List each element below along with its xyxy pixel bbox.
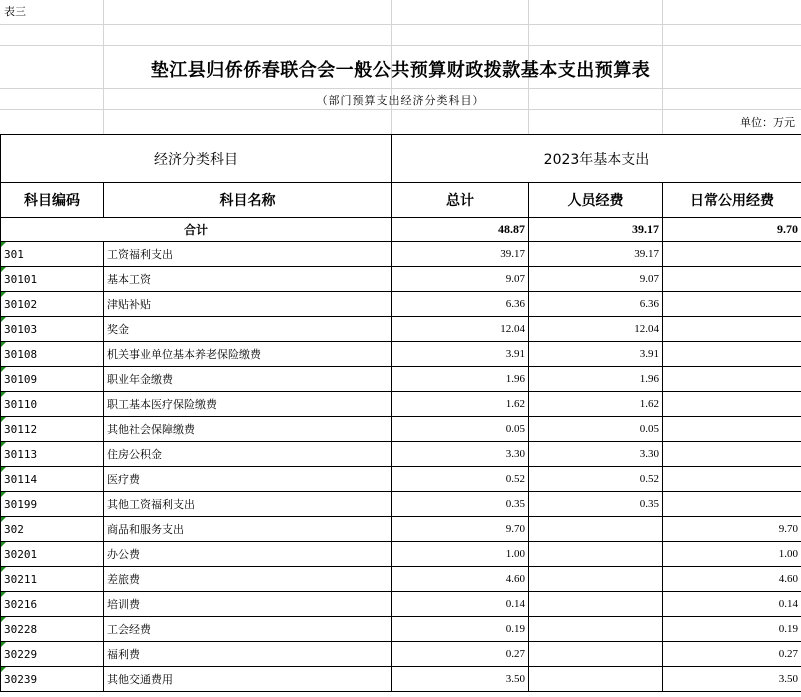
- unit-label: 单位：万元: [740, 116, 795, 129]
- row-total: 9.07: [392, 267, 529, 292]
- header-code: 科目编码: [1, 183, 104, 218]
- row-name: 福利费: [104, 642, 392, 667]
- row-personnel: 0.52: [529, 467, 663, 492]
- table-row: [1, 317, 801, 342]
- table-row: [1, 392, 801, 417]
- row-personnel: 1.96: [529, 367, 663, 392]
- row-code: 30109: [1, 367, 104, 392]
- row-name: 商品和服务支出: [104, 517, 392, 542]
- table-row: [1, 242, 801, 267]
- row-public: [663, 467, 801, 492]
- row-name: 奖金: [104, 317, 392, 342]
- row-code: 30201: [1, 542, 104, 567]
- table-row: [1, 492, 801, 517]
- row-code: 30199: [1, 492, 104, 517]
- row-personnel: [529, 617, 663, 642]
- row-personnel: [529, 567, 663, 592]
- row-personnel: 1.62: [529, 392, 663, 417]
- table-row: [1, 467, 801, 492]
- table-row: [1, 567, 801, 592]
- row-name: 职业年金缴费: [104, 367, 392, 392]
- row-total: 3.50: [392, 667, 529, 692]
- row-public: 0.19: [663, 617, 801, 642]
- row-public: 9.70: [663, 517, 801, 542]
- header-total: 总计: [392, 183, 529, 218]
- table-row: [1, 417, 801, 442]
- row-public: 0.27: [663, 642, 801, 667]
- row-public: [663, 242, 801, 267]
- row-personnel: 39.17: [529, 242, 663, 267]
- row-code: 30108: [1, 342, 104, 367]
- row-name: 职工基本医疗保险缴费: [104, 392, 392, 417]
- table-row: [1, 642, 801, 667]
- table-caption: 表三: [4, 5, 26, 18]
- gridline: [0, 45, 801, 46]
- row-name: 津贴补贴: [104, 292, 392, 317]
- row-name: 其他工资福利支出: [104, 492, 392, 517]
- row-total: 0.19: [392, 617, 529, 642]
- row-personnel: [529, 542, 663, 567]
- table-row: [1, 267, 801, 292]
- row-name: 基本工资: [104, 267, 392, 292]
- total-label: 合计: [1, 218, 392, 242]
- row-name: 办公费: [104, 542, 392, 567]
- header-name: 科目名称: [104, 183, 392, 218]
- row-personnel: [529, 642, 663, 667]
- row-total: 12.04: [392, 317, 529, 342]
- row-public: [663, 317, 801, 342]
- header-public: 日常公用经费: [663, 183, 801, 218]
- total-personnel: 39.17: [529, 218, 663, 242]
- row-public: [663, 267, 801, 292]
- table-row: [1, 542, 801, 567]
- table-row: [1, 292, 801, 317]
- row-name: 其他社会保障缴费: [104, 417, 392, 442]
- row-personnel: 9.07: [529, 267, 663, 292]
- row-personnel: 12.04: [529, 317, 663, 342]
- row-personnel: [529, 667, 663, 692]
- row-code: 30101: [1, 267, 104, 292]
- row-personnel: 0.35: [529, 492, 663, 517]
- total-public: 9.70: [663, 218, 801, 242]
- table-row: [1, 517, 801, 542]
- row-total: 3.91: [392, 342, 529, 367]
- row-public: [663, 367, 801, 392]
- row-name: 住房公积金: [104, 442, 392, 467]
- header-personnel: 人员经费: [529, 183, 663, 218]
- row-total: 0.05: [392, 417, 529, 442]
- row-code: 30113: [1, 442, 104, 467]
- row-total: 6.36: [392, 292, 529, 317]
- table-row: [1, 617, 801, 642]
- row-personnel: [529, 592, 663, 617]
- row-total: 1.00: [392, 542, 529, 567]
- row-total: 0.52: [392, 467, 529, 492]
- row-code: 30112: [1, 417, 104, 442]
- row-code: 30239: [1, 667, 104, 692]
- row-name: 机关事业单位基本养老保险缴费: [104, 342, 392, 367]
- row-total: 0.35: [392, 492, 529, 517]
- row-code: 30102: [1, 292, 104, 317]
- row-code: 302: [1, 517, 104, 542]
- row-personnel: 3.91: [529, 342, 663, 367]
- row-code: 30229: [1, 642, 104, 667]
- gridline: [0, 88, 801, 89]
- row-name: 医疗费: [104, 467, 392, 492]
- row-public: [663, 342, 801, 367]
- header-row-top: [1, 135, 801, 183]
- row-code: 30216: [1, 592, 104, 617]
- header-year-expense: 2023年基本支出: [392, 135, 801, 183]
- row-personnel: 6.36: [529, 292, 663, 317]
- table-row: [1, 442, 801, 467]
- row-code: 30103: [1, 317, 104, 342]
- header-row-bottom: [1, 183, 801, 218]
- row-public: [663, 492, 801, 517]
- row-code: 30228: [1, 617, 104, 642]
- row-code: 30110: [1, 392, 104, 417]
- page-subtitle: （部门预算支出经济分类科目）: [316, 94, 485, 107]
- row-total: 1.96: [392, 367, 529, 392]
- budget-table: [0, 134, 801, 692]
- row-name: 差旅费: [104, 567, 392, 592]
- row-name: 培训费: [104, 592, 392, 617]
- row-public: 3.50: [663, 667, 801, 692]
- row-personnel: 3.30: [529, 442, 663, 467]
- row-name: 工会经费: [104, 617, 392, 642]
- row-total: 9.70: [392, 517, 529, 542]
- row-name: 其他交通费用: [104, 667, 392, 692]
- total-total: 48.87: [392, 218, 529, 242]
- row-public: [663, 292, 801, 317]
- row-name: 工资福利支出: [104, 242, 392, 267]
- total-row: [1, 218, 801, 242]
- row-code: 30114: [1, 467, 104, 492]
- row-personnel: [529, 517, 663, 542]
- row-total: 39.17: [392, 242, 529, 267]
- row-public: [663, 392, 801, 417]
- row-public: 1.00: [663, 542, 801, 567]
- table-row: [1, 667, 801, 692]
- row-total: 0.27: [392, 642, 529, 667]
- table-row: [1, 367, 801, 392]
- table-row: [1, 592, 801, 617]
- row-public: 4.60: [663, 567, 801, 592]
- gridline: [0, 109, 801, 110]
- row-total: 3.30: [392, 442, 529, 467]
- row-total: 4.60: [392, 567, 529, 592]
- row-total: 1.62: [392, 392, 529, 417]
- row-personnel: 0.05: [529, 417, 663, 442]
- row-code: 30211: [1, 567, 104, 592]
- gridline: [0, 24, 801, 25]
- row-public: 0.14: [663, 592, 801, 617]
- table-row: [1, 342, 801, 367]
- header-econ-category: 经济分类科目: [1, 135, 392, 183]
- row-public: [663, 442, 801, 467]
- row-code: 301: [1, 242, 104, 267]
- page-title: 垫江县归侨侨春联合会一般公共预算财政拨款基本支出预算表: [150, 60, 651, 81]
- row-public: [663, 417, 801, 442]
- row-total: 0.14: [392, 592, 529, 617]
